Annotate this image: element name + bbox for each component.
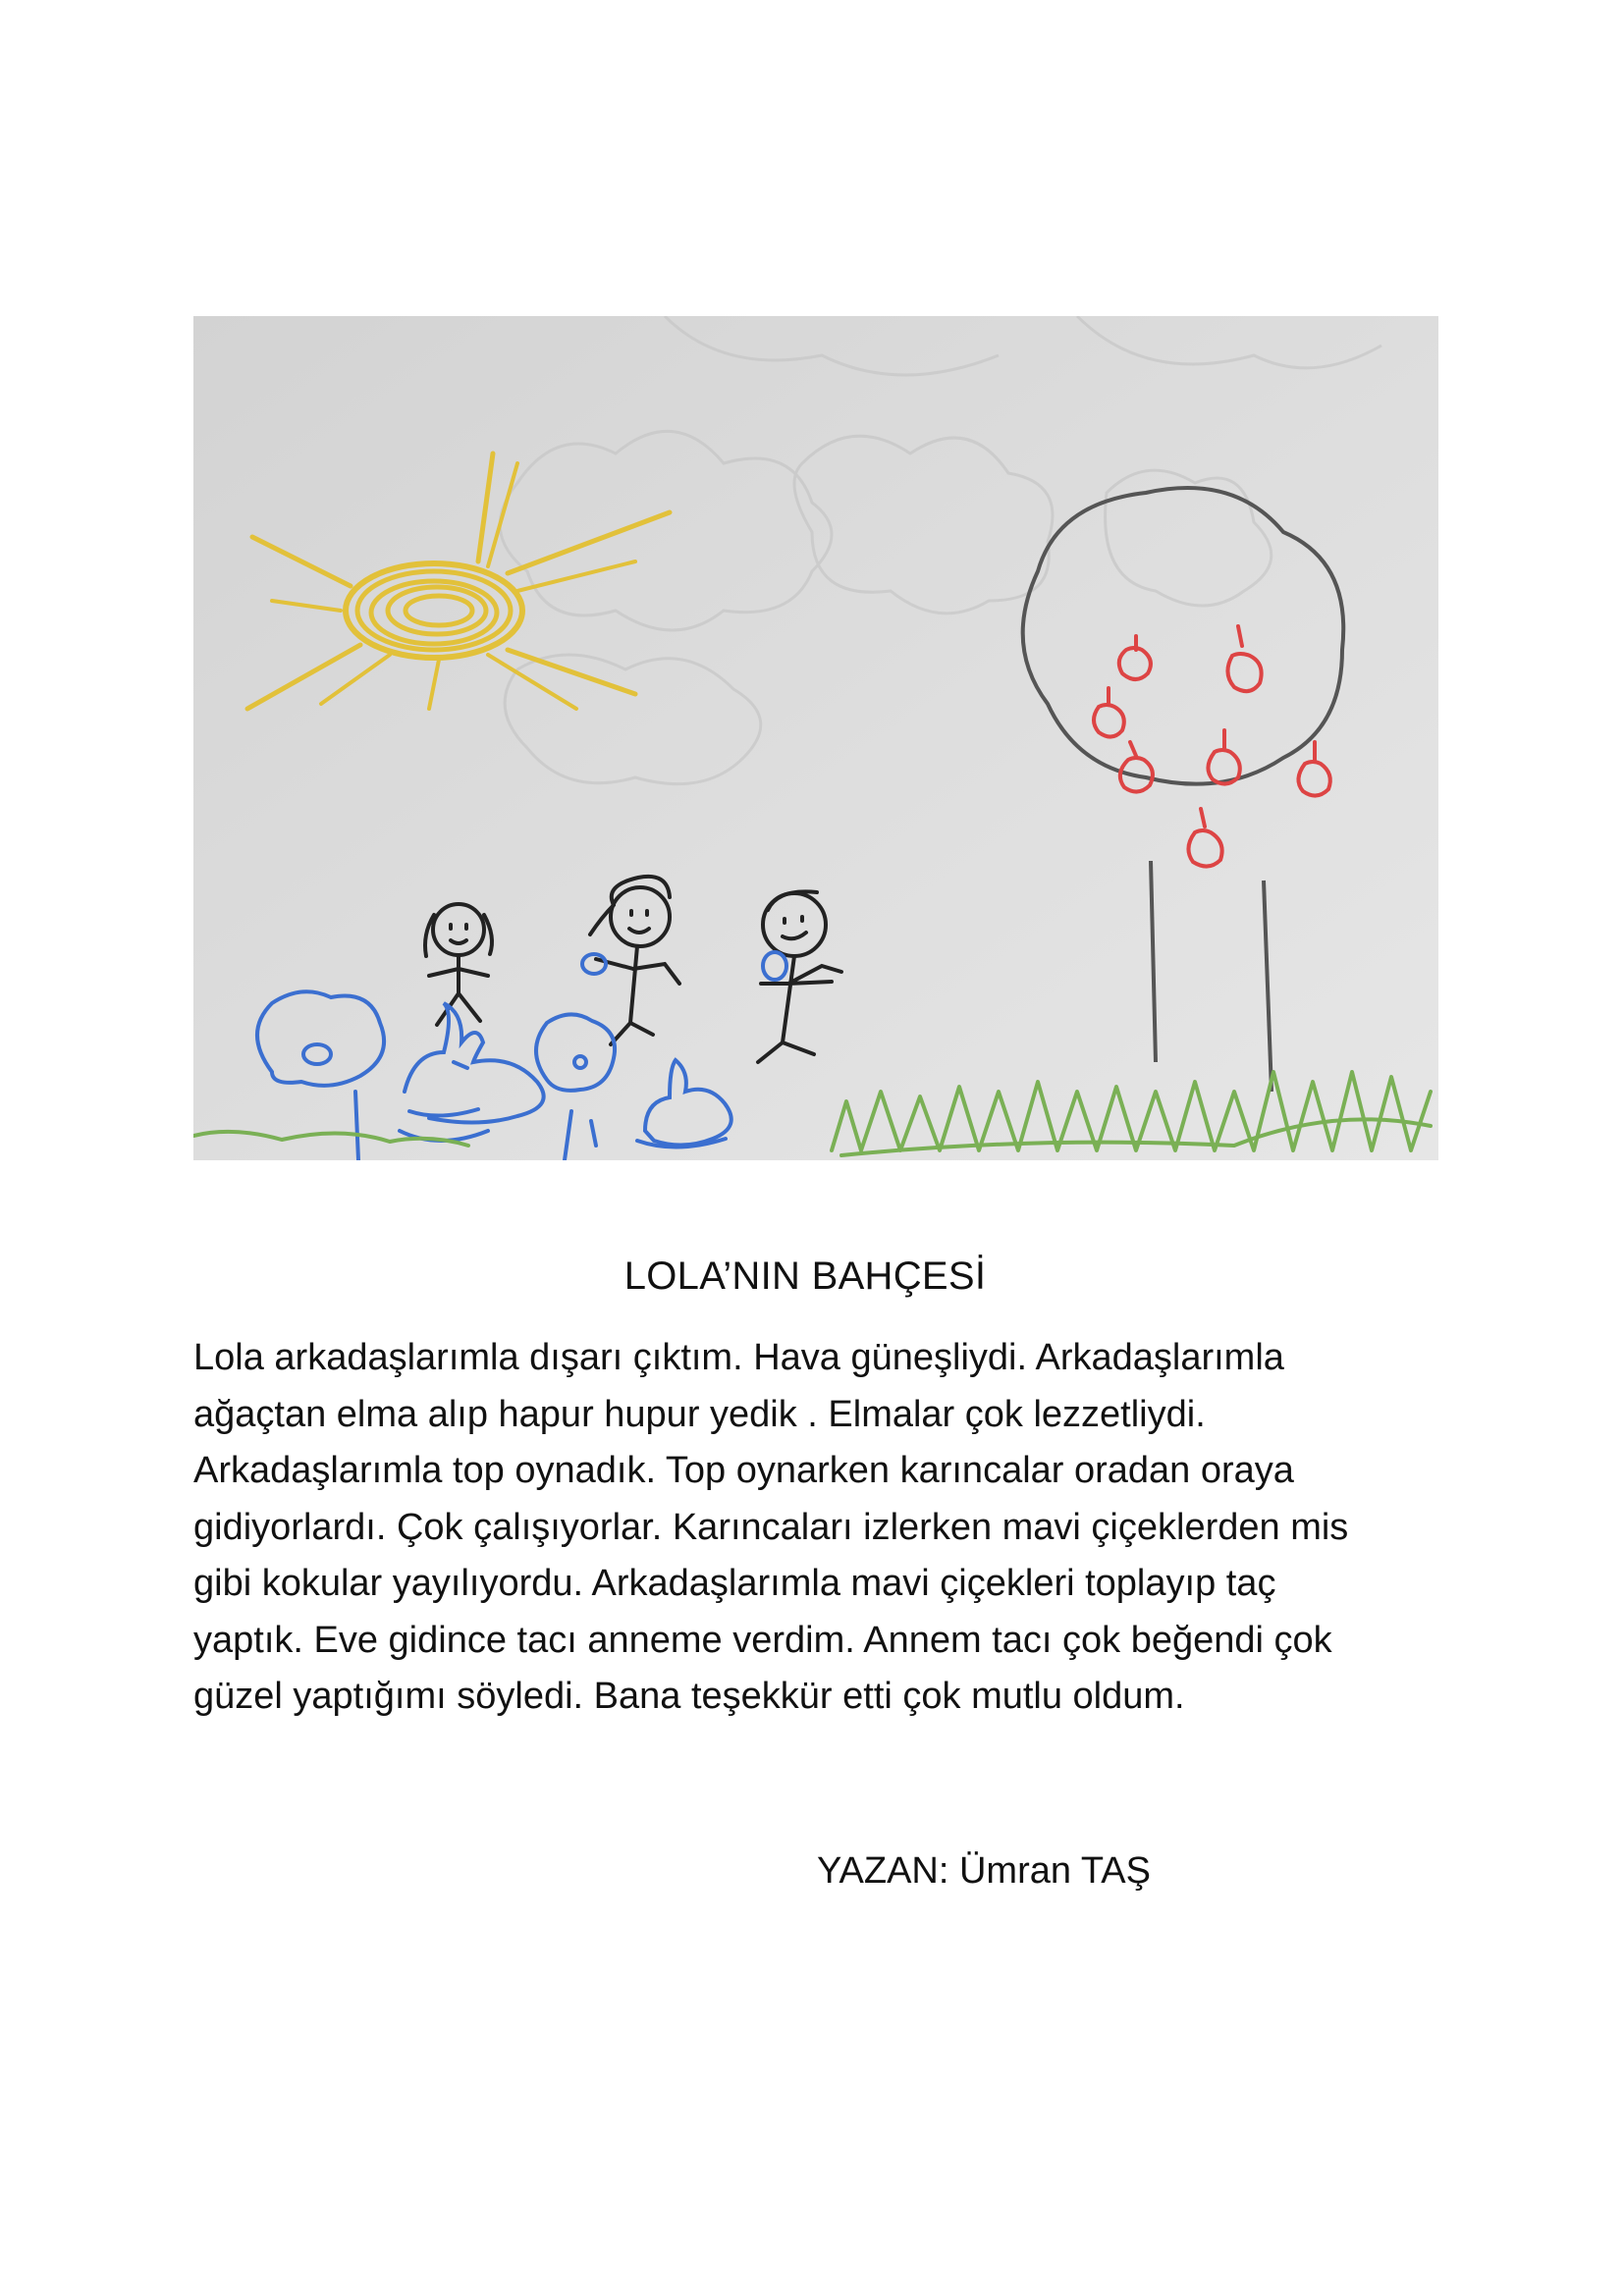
story-line: güzel yaptığımı söyledi. Bana teşekkür etti çok mutlu oldum. <box>193 1676 1185 1717</box>
author-credit: YAZAN: Ümran TAŞ <box>817 1850 1151 1892</box>
story-line: Arkadaşlarımla top oynadık. Top oynarken karıncalar oradan oraya <box>193 1450 1294 1491</box>
story-line: yaptık. Eve gidince tacı anneme verdim. Annem tacı çok beğendi çok <box>193 1619 1332 1661</box>
story-line: gibi kokular yayılıyordu. Arkadaşlarımla mavi çiçekleri toplayıp taç <box>193 1563 1276 1604</box>
story-line: Lola arkadaşlarımla dışarı çıktım. Hava güneşliydi. Arkadaşlarımla <box>193 1337 1284 1378</box>
story-line: gidiyorlardı. Çok çalışıyorlar. Karıncaları izlerken mavi çiçeklerden mis <box>193 1506 1349 1548</box>
story-line: ağaçtan elma alıp hapur hupur yedik . Elmalar çok lezzetliydi. <box>193 1393 1206 1435</box>
story-title: LOLA’NIN BAHÇESİ <box>623 1255 987 1298</box>
story-body <box>193 1330 1460 1726</box>
crayon-drawing <box>193 316 1438 1160</box>
paper-background <box>193 316 1438 1160</box>
